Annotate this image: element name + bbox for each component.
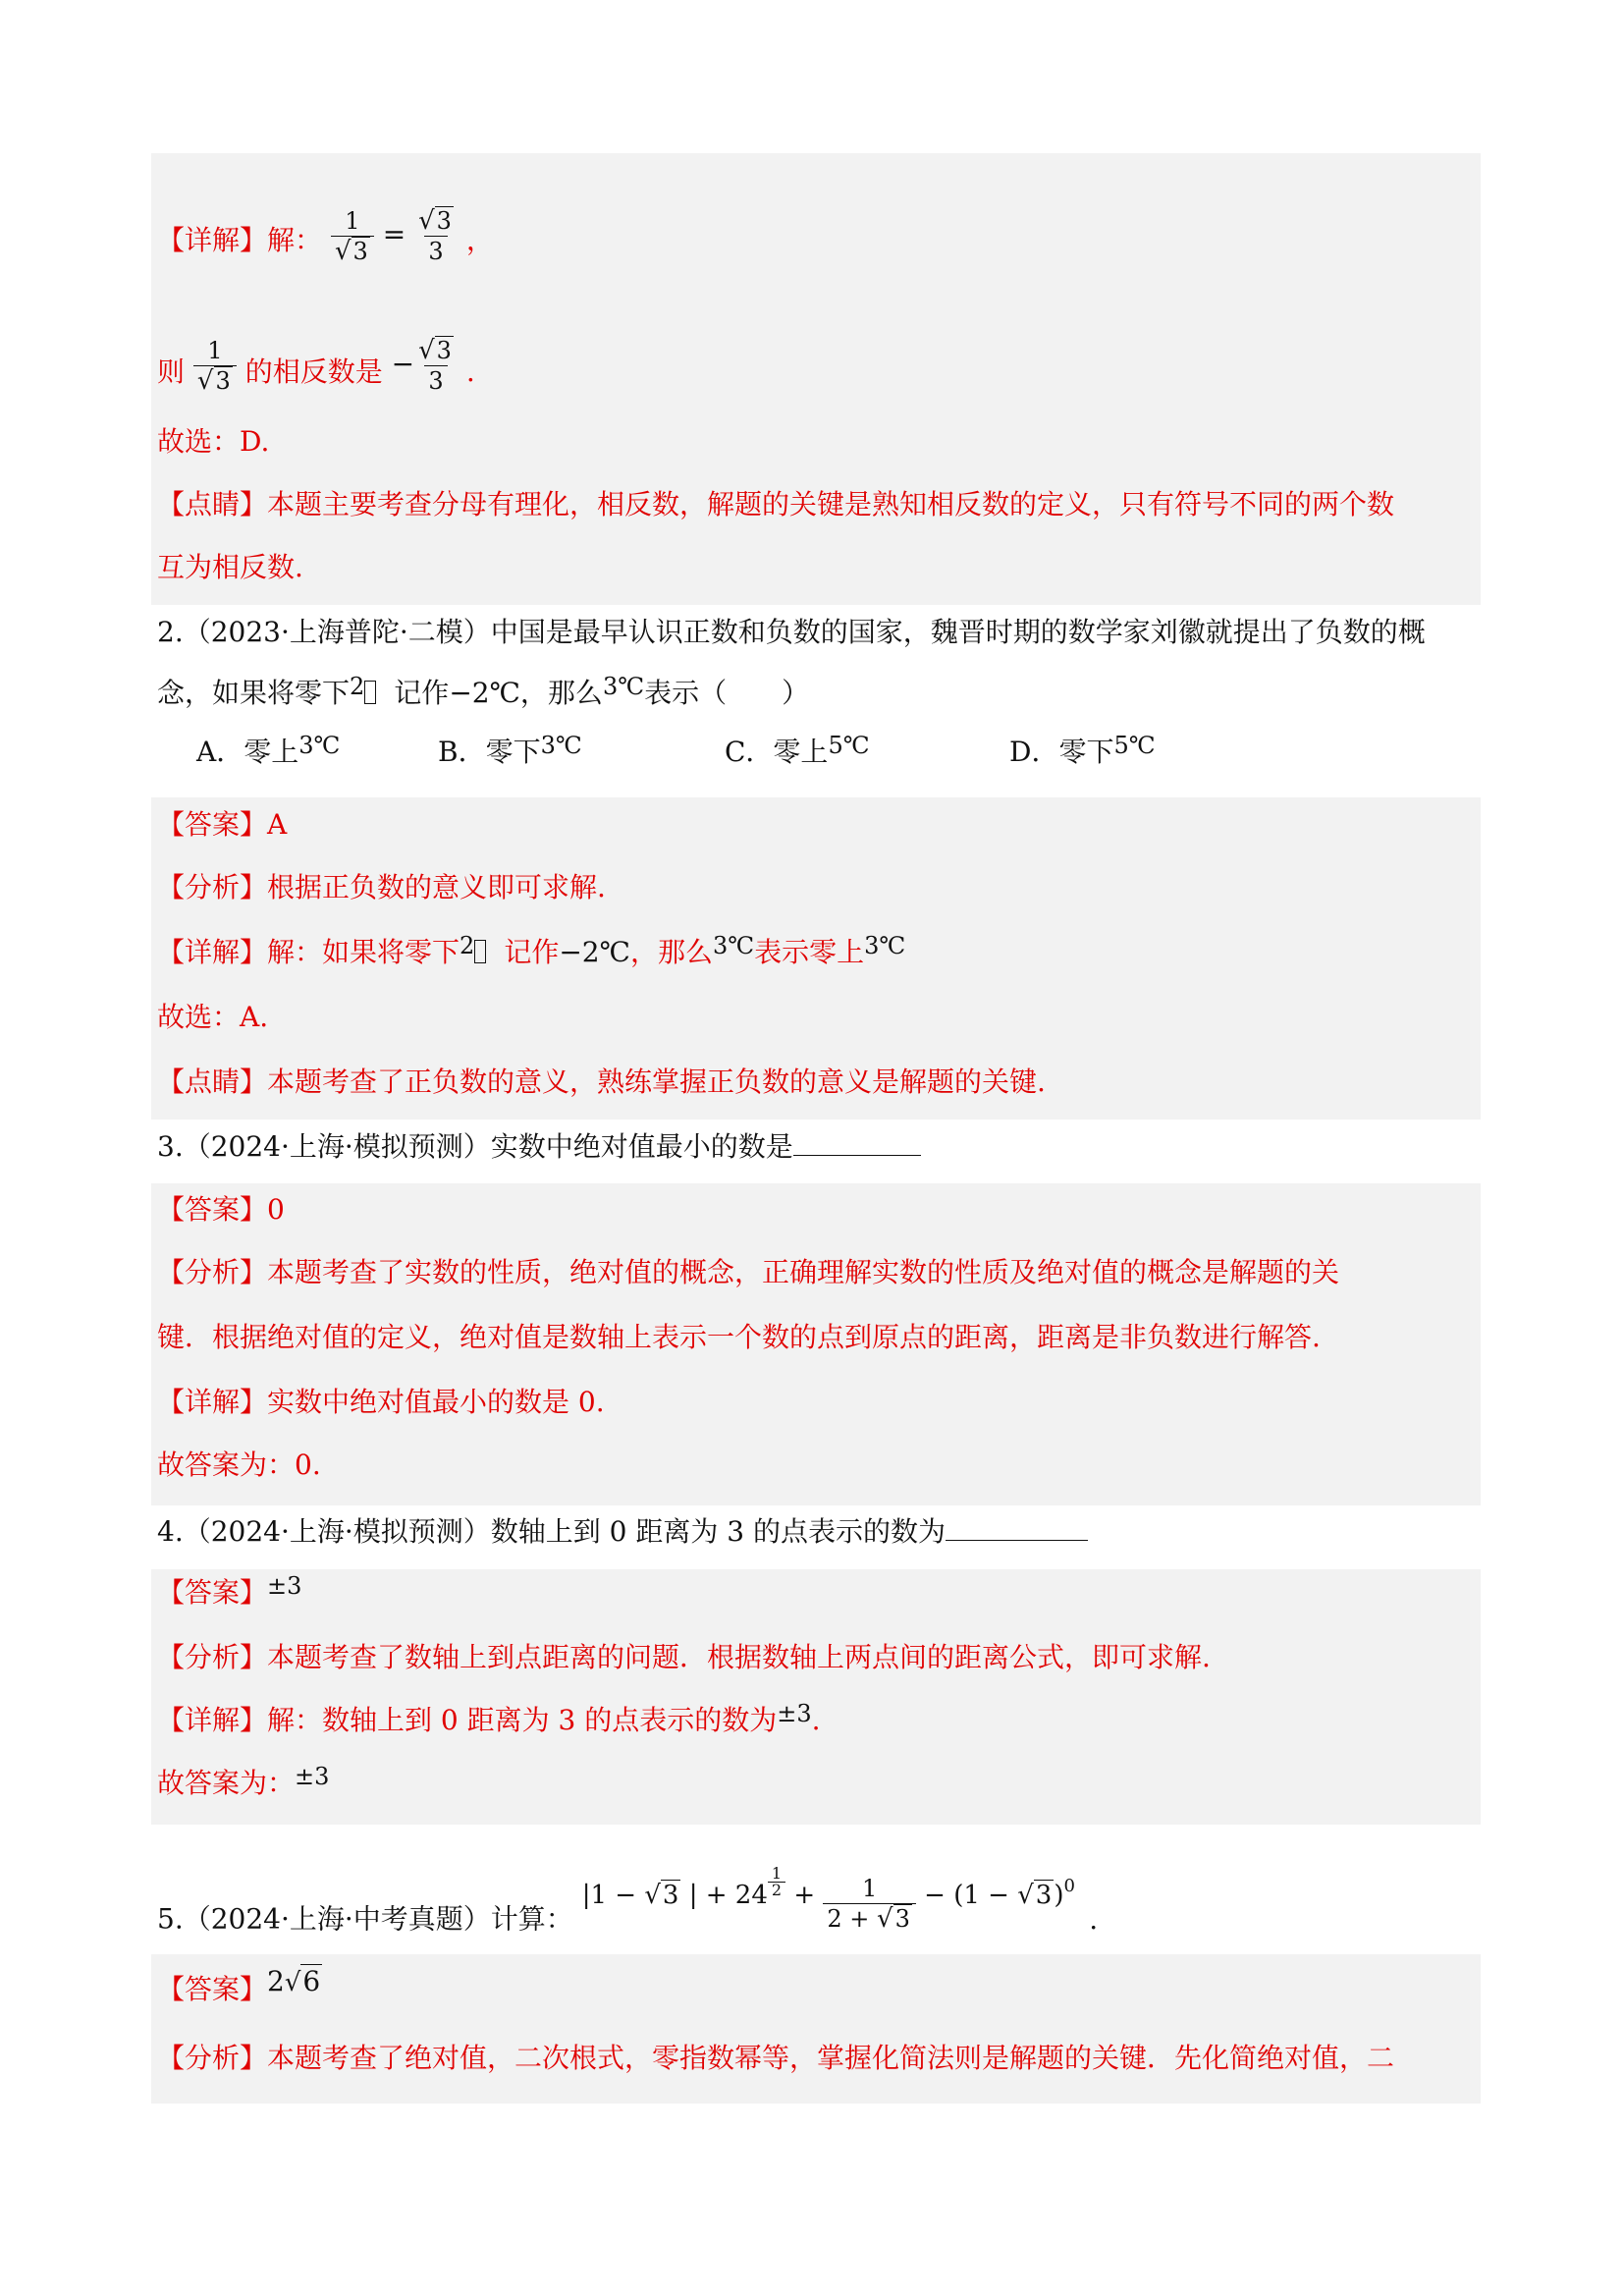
q1-detail-line: 【详解】解： $\frac{1}{√3}$ = $\frac{√3}{3}$ ， — [157, 206, 494, 266]
q3-answer: 【答案】0 — [157, 1193, 285, 1226]
q1-fraction: $\frac{1}{√3}$ — [193, 336, 237, 396]
q2-option-c[interactable]: C．零上5℃ — [725, 732, 870, 768]
q5-expression: |1 − √3 | + 24 $\frac{1}{2}$ + $\frac{1}{2 + √3}$ − $(1 - √3)^0$ — [581, 1864, 1075, 1934]
q2-option-b[interactable]: B．零下3℃ — [438, 732, 582, 768]
q1-comment-line2: 互为相反数. — [157, 551, 303, 583]
q4-stem: 4.（2024·上海·模拟预测）数轴上到 0 距离为 3 的点表示的数为 — [157, 1510, 1088, 1552]
q5-answer: 【答案】2√6 — [157, 1965, 321, 2005]
q1-opposite-value: − $\frac{√3}{3}$ — [391, 336, 452, 395]
q4-detail: 【详解】解：数轴上到 0 距离为 3 的点表示的数为±3. — [157, 1700, 821, 1736]
q1-choice: 故选：D. — [157, 425, 270, 458]
q1-opposite-line: 则 $\frac{1}{√3}$ 的相反数是 − $\frac{√3}{3}$ . — [157, 336, 475, 396]
q4-analysis: 【分析】本题考查了数轴上到点距离的问题．根据数轴上两点间的距离公式，即可求解. — [157, 1641, 1211, 1673]
q2-detail: 【详解】解：如果将零下2 记作−2℃，那么3℃表示零上3℃ — [157, 932, 906, 968]
detail-tag: 【详解】 — [157, 224, 268, 256]
q3-stem: 3.（2024·上海·模拟预测）实数中绝对值最小的数是 — [157, 1125, 921, 1167]
q1-comment-line1: 【点睛】本题主要考查分母有理化，相反数，解题的关键是熟知相反数的定义，只有符号不同的两个数 — [157, 488, 1395, 520]
q2-comment: 【点睛】本题考查了正负数的意义，熟练掌握正负数的意义是解题的关键. — [157, 1066, 1046, 1098]
q5-analysis: 【分析】本题考查了绝对值，二次根式，零指数幂等，掌握化简法则是解题的关键．先化简绝对值，二 — [157, 2042, 1395, 2074]
q3-answer-blank[interactable] — [793, 1125, 921, 1156]
q2-analysis: 【分析】根据正负数的意义即可求解. — [157, 871, 606, 903]
q2-stem-line1: 2.（2023·上海普陀·二模）中国是最早认识正数和负数的国家，魏晋时期的数学家刘徽就提出了负数的概 — [157, 616, 1426, 648]
q4-solution-block — [151, 1569, 1481, 1825]
q3-analysis-line1: 【分析】本题考查了实数的性质，绝对值的概念，正确理解实数的性质及绝对值的概念是解题的关 — [157, 1256, 1340, 1288]
q2-choice: 故选：A. — [157, 1001, 269, 1033]
q4-answer: 【答案】±3 — [157, 1572, 302, 1609]
q2-option-a[interactable]: A．零上3℃ — [196, 732, 341, 768]
q2-answer: 【答案】A — [157, 808, 288, 841]
q5-solution-block — [151, 1954, 1481, 2104]
q3-detail: 【详解】实数中绝对值最小的数是 0. — [157, 1386, 605, 1418]
q2-stem-line2: 念，如果将零下2 记作−2℃，那么3℃表示（ ） — [157, 673, 810, 709]
q3-final: 故答案为：0. — [157, 1449, 321, 1481]
q5-stem: 5.（2024·上海·中考真题）计算： |1 − √3 | + 24 $\frac{1}{2}$ + $\frac{1}{2 + √3}$ − $(1 - √3)^0$ . — [157, 1864, 1099, 1936]
q4-answer-blank[interactable] — [946, 1510, 1088, 1541]
q3-analysis-line2: 键．根据绝对值的定义，绝对值是数轴上表示一个数的点到原点的距离，距离是非负数进行解答. — [157, 1321, 1321, 1353]
q1-equation: $\frac{1}{√3}$ = $\frac{√3}{3}$ — [331, 218, 466, 250]
q4-final: 故答案为：±3 — [157, 1763, 330, 1799]
q2-option-d[interactable]: D．零下5℃ — [1009, 732, 1156, 768]
